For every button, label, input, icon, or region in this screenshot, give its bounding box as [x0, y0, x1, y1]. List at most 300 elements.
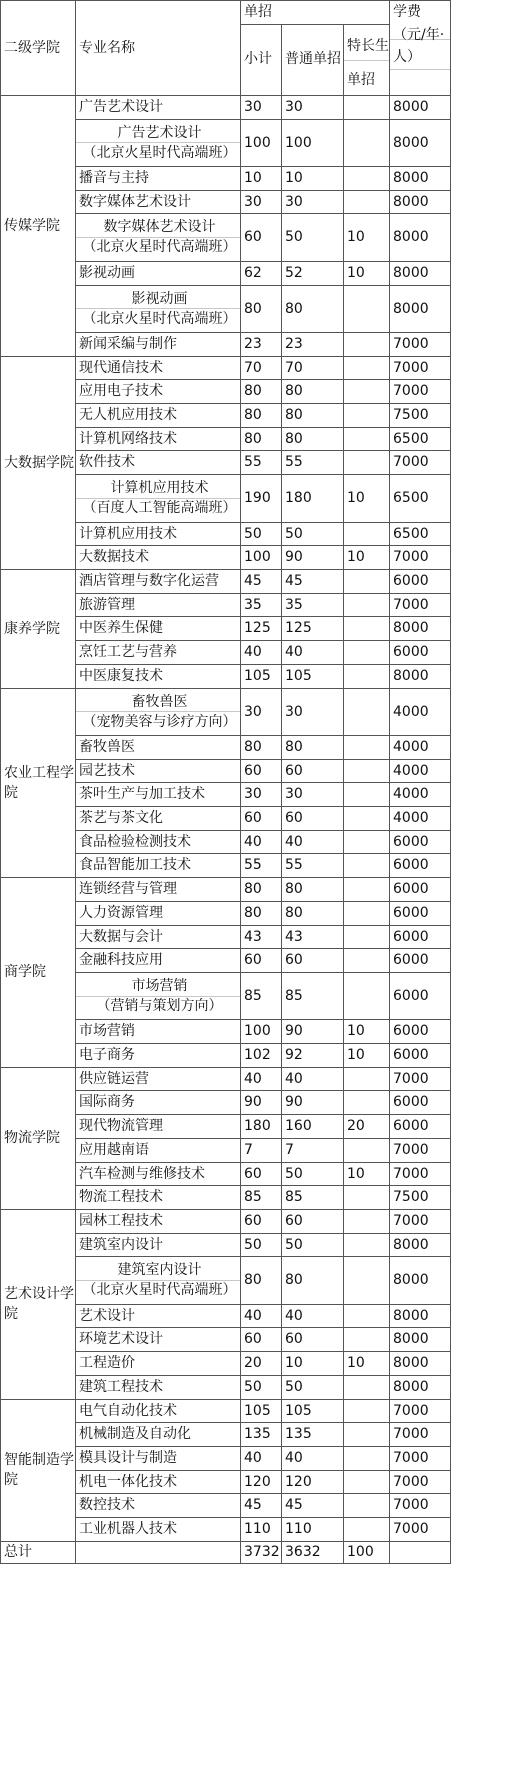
major-name-line: 广告艺术设计 [117, 124, 202, 141]
regular-cell: 45 [285, 1497, 303, 1513]
special-cell [347, 735, 389, 759]
fee-cell: 7000 [393, 1497, 429, 1513]
grid-line-horizontal [240, 24, 390, 25]
fee-cell: 6000 [393, 834, 429, 850]
grid-line-vertical [0, 0, 1, 1564]
college-name: 传媒学院 [4, 217, 60, 234]
subtotal-cell: 50 [244, 1237, 262, 1253]
header-fee-1: 学费 [393, 4, 421, 20]
header-group: 单招 [244, 4, 272, 20]
subtotal-cell: 55 [244, 857, 262, 873]
subtotal-cell: 85 [244, 987, 262, 1004]
grid-line-vertical [240, 0, 241, 1564]
subtotal-cell: 40 [244, 1450, 262, 1466]
major-name-line: 畜牧兽医 [131, 693, 188, 710]
subtotal-cell: 135 [244, 1426, 271, 1442]
fee-cell: 4000 [393, 810, 429, 826]
special-cell [347, 972, 389, 1019]
fee-cell: 7000 [393, 1213, 429, 1229]
subtotal-cell: 23 [244, 336, 262, 352]
major-name: 无人机应用技术 [79, 407, 177, 423]
major-name-line: （百度人工智能高端班） [82, 499, 237, 516]
regular-cell: 50 [285, 228, 303, 245]
fee-cell: 8000 [393, 1379, 429, 1395]
regular-cell: 135 [285, 1426, 312, 1442]
subtotal-cell: 60 [244, 763, 262, 779]
fee-cell: 7000 [393, 1426, 429, 1442]
special-cell [347, 1090, 389, 1114]
major-name: 连锁经营与管理 [79, 881, 177, 897]
subtotal-cell: 40 [244, 1308, 262, 1324]
subtotal-cell: 30 [244, 703, 262, 720]
fee-cell: 7000 [393, 454, 429, 470]
regular-cell: 60 [285, 1213, 303, 1229]
major-name: 计算机网络技术 [79, 431, 177, 447]
subtotal-cell: 10 [244, 170, 262, 186]
total-label: 总计 [4, 1544, 32, 1560]
major-name-line: （营销与策划方向） [96, 997, 223, 1014]
special-cell: 20 [347, 1118, 365, 1134]
grid-line-vertical [75, 0, 76, 1564]
subtotal-cell: 60 [244, 1213, 262, 1229]
fee-cell: 7000 [393, 1071, 429, 1087]
major-name-line: 市场营销 [131, 977, 188, 994]
fee-cell: 6000 [393, 1047, 429, 1063]
major-name: 园林工程技术 [79, 1213, 163, 1229]
fee-cell: 7000 [393, 597, 429, 613]
college-name: 智能制造学院 [4, 1452, 74, 1488]
header-college: 二级学院 [4, 39, 60, 56]
fee-cell: 8000 [393, 620, 429, 636]
special-cell: 10 [347, 1166, 365, 1182]
fee-cell: 8000 [393, 668, 429, 684]
subtotal-cell: 80 [244, 300, 262, 317]
major-name: 软件技术 [79, 454, 135, 470]
regular-cell: 85 [285, 1189, 303, 1205]
major-name: 应用电子技术 [79, 383, 163, 399]
fee-cell: 7000 [393, 1450, 429, 1466]
fee-cell: 8000 [393, 1237, 429, 1253]
special-cell [347, 1470, 389, 1494]
regular-cell: 10 [285, 170, 303, 186]
special-cell [347, 1375, 389, 1399]
grid-line-vertical [450, 0, 451, 1564]
fee-cell: 7000 [393, 549, 429, 565]
regular-cell: 7 [285, 1142, 294, 1158]
subtotal-cell: 105 [244, 668, 271, 684]
subtotal-cell: 70 [244, 360, 262, 376]
regular-cell: 30 [285, 703, 303, 720]
special-cell [347, 356, 389, 380]
fee-cell: 4000 [393, 703, 429, 720]
special-cell: 10 [347, 1047, 365, 1063]
major-name: 建筑工程技术 [79, 1379, 163, 1395]
fee-cell: 8000 [393, 1355, 429, 1371]
fee-cell: 7000 [393, 1142, 429, 1158]
special-cell [347, 759, 389, 783]
major-name-line: （宠物美容与诊疗方向） [82, 713, 237, 730]
special-cell [347, 1327, 389, 1351]
subtotal-cell: 20 [244, 1355, 262, 1371]
regular-cell: 50 [285, 1379, 303, 1395]
fee-cell: 8000 [393, 1331, 429, 1347]
special-cell [347, 119, 389, 166]
regular-cell: 30 [285, 194, 303, 210]
subtotal-cell: 80 [244, 431, 262, 447]
major-name: 食品智能加工技术 [79, 857, 191, 873]
regular-cell: 55 [285, 857, 303, 873]
special-cell [347, 925, 389, 949]
special-cell [347, 190, 389, 214]
subtotal-cell: 80 [244, 905, 262, 921]
major-name: 环境艺术设计 [79, 1331, 163, 1347]
special-cell [347, 166, 389, 190]
regular-cell: 110 [285, 1521, 312, 1537]
special-cell [347, 1138, 389, 1162]
regular-cell: 40 [285, 1450, 303, 1466]
special-cell [347, 1304, 389, 1328]
grid-line-horizontal [75, 711, 241, 712]
major-name: 烹饪工艺与营养 [79, 644, 177, 660]
special-cell [347, 427, 389, 451]
subtotal-cell: 60 [244, 1331, 262, 1347]
special-cell [347, 379, 389, 403]
regular-cell: 60 [285, 810, 303, 826]
regular-cell: 70 [285, 360, 303, 376]
major-name: 数字媒体艺术设计 [79, 194, 191, 210]
major-name: 模具设计与制造 [79, 1450, 177, 1466]
subtotal-cell: 120 [244, 1474, 271, 1490]
major-name: 旅游管理 [79, 597, 135, 613]
special-cell [347, 688, 389, 735]
subtotal-cell: 60 [244, 1166, 262, 1182]
fee-cell: 8000 [393, 1271, 429, 1288]
regular-cell: 100 [285, 134, 312, 151]
fee-cell: 8000 [393, 194, 429, 210]
special-cell [347, 1209, 389, 1233]
fee-cell: 6000 [393, 987, 429, 1004]
grid-line-vertical [281, 24, 282, 1564]
fee-cell: 6000 [393, 573, 429, 589]
fee-cell: 6000 [393, 1094, 429, 1110]
regular-cell: 80 [285, 739, 303, 755]
fee-cell: 8000 [393, 1308, 429, 1324]
subtotal-cell: 80 [244, 383, 262, 399]
subtotal-cell: 85 [244, 1189, 262, 1205]
regular-cell: 30 [285, 786, 303, 802]
fee-cell: 7000 [393, 360, 429, 376]
major-name: 计算机应用技术 [79, 526, 177, 542]
total-special: 100 [347, 1544, 374, 1560]
special-cell: 10 [347, 1355, 365, 1371]
special-cell [347, 1233, 389, 1257]
special-cell [347, 616, 389, 640]
subtotal-cell: 100 [244, 1023, 271, 1039]
subtotal-cell: 110 [244, 1521, 271, 1537]
subtotal-cell: 80 [244, 881, 262, 897]
major-name: 国际商务 [79, 1094, 135, 1110]
major-name: 供应链运营 [79, 1071, 149, 1087]
fee-cell: 8000 [393, 99, 429, 115]
fee-cell: 7000 [393, 1403, 429, 1419]
special-cell [347, 664, 389, 688]
header-regular: 普通单招 [285, 51, 341, 67]
grid-line-horizontal [0, 1563, 451, 1564]
regular-cell: 35 [285, 597, 303, 613]
major-name-line: （北京火星时代高端班） [82, 1281, 237, 1298]
special-cell [347, 450, 389, 474]
subtotal-cell: 60 [244, 952, 262, 968]
special-cell [347, 1493, 389, 1517]
grid-line-horizontal [343, 60, 390, 61]
subtotal-cell: 100 [244, 549, 271, 565]
major-name: 酒店管理与数字化运营 [79, 573, 219, 589]
fee-cell: 6000 [393, 905, 429, 921]
major-name: 金融科技应用 [79, 952, 163, 968]
fee-cell: 6000 [393, 952, 429, 968]
regular-cell: 52 [285, 265, 303, 281]
regular-cell: 45 [285, 573, 303, 589]
subtotal-cell: 125 [244, 620, 271, 636]
major-name: 数控技术 [79, 1497, 135, 1513]
regular-cell: 80 [285, 1271, 303, 1288]
major-name-line: 建筑室内设计 [117, 1261, 202, 1278]
college-name: 农业工程学院 [4, 765, 74, 801]
regular-cell: 60 [285, 1331, 303, 1347]
fee-cell: 6000 [393, 857, 429, 873]
special-cell: 10 [347, 228, 365, 245]
regular-cell: 92 [285, 1047, 303, 1063]
subtotal-cell: 45 [244, 1497, 262, 1513]
fee-cell: 6500 [393, 526, 429, 542]
major-name: 机械制造及自动化 [79, 1426, 191, 1442]
subtotal-cell: 102 [244, 1047, 271, 1063]
subtotal-cell: 43 [244, 929, 262, 945]
major-name: 大数据技术 [79, 549, 149, 565]
major-name-line: 数字媒体艺术设计 [103, 218, 216, 235]
fee-cell: 8000 [393, 300, 429, 317]
major-name: 应用越南语 [79, 1142, 149, 1158]
college-name: 康养学院 [4, 620, 60, 637]
subtotal-cell: 45 [244, 573, 262, 589]
subtotal-cell: 40 [244, 1071, 262, 1087]
special-cell [347, 1517, 389, 1541]
header-special-1: 特长生 [347, 38, 389, 54]
fee-cell: 7000 [393, 1521, 429, 1537]
regular-cell: 60 [285, 763, 303, 779]
subtotal-cell: 40 [244, 644, 262, 660]
special-cell [347, 403, 389, 427]
regular-cell: 55 [285, 454, 303, 470]
major-name: 影视动画 [79, 265, 135, 281]
fee-cell: 6500 [393, 489, 429, 506]
fee-cell: 4000 [393, 763, 429, 779]
regular-cell: 40 [285, 1071, 303, 1087]
regular-cell: 40 [285, 1308, 303, 1324]
college-name: 商学院 [4, 964, 46, 980]
subtotal-cell: 180 [244, 1118, 271, 1134]
major-name: 市场营销 [79, 1023, 135, 1039]
regular-cell: 85 [285, 987, 303, 1004]
special-cell [347, 1185, 389, 1209]
special-cell [347, 1256, 389, 1303]
special-cell [347, 1399, 389, 1423]
regular-cell: 50 [285, 526, 303, 542]
major-name-line: 计算机应用技术 [110, 479, 209, 496]
fee-cell: 6000 [393, 881, 429, 897]
total-regular: 3632 [285, 1544, 321, 1560]
special-cell [347, 830, 389, 854]
grid-line-horizontal [75, 237, 241, 238]
grid-line-horizontal [75, 142, 241, 143]
grid-line-horizontal [75, 996, 241, 997]
fee-cell: 7000 [393, 1166, 429, 1182]
total-subtotal: 3732 [244, 1544, 280, 1560]
major-name-line: （北京火星时代高端班） [82, 310, 237, 327]
regular-cell: 105 [285, 668, 312, 684]
grid-line-horizontal [389, 69, 451, 70]
special-cell [347, 522, 389, 546]
subtotal-cell: 60 [244, 228, 262, 245]
special-cell: 10 [347, 489, 365, 506]
regular-cell: 120 [285, 1474, 312, 1490]
regular-cell: 80 [285, 881, 303, 897]
major-name: 机电一体化技术 [79, 1474, 177, 1490]
subtotal-cell: 90 [244, 1094, 262, 1110]
major-name: 食品检验检测技术 [79, 834, 191, 850]
major-name: 广告艺术设计 [79, 99, 163, 115]
special-cell [347, 1446, 389, 1470]
major-name-line: （北京火星时代高端班） [82, 144, 237, 161]
special-cell [347, 332, 389, 356]
fee-cell: 6000 [393, 1118, 429, 1134]
fee-cell: 6000 [393, 644, 429, 660]
regular-cell: 23 [285, 336, 303, 352]
subtotal-cell: 30 [244, 786, 262, 802]
special-cell [347, 569, 389, 593]
special-cell [347, 948, 389, 972]
major-name: 播音与主持 [79, 170, 149, 186]
subtotal-cell: 35 [244, 597, 262, 613]
college-name: 物流学院 [4, 1130, 60, 1146]
regular-cell: 105 [285, 1403, 312, 1419]
regular-cell: 90 [285, 1094, 303, 1110]
regular-cell: 80 [285, 431, 303, 447]
fee-cell: 6500 [393, 431, 429, 447]
regular-cell: 50 [285, 1237, 303, 1253]
fee-cell: 7000 [393, 383, 429, 399]
regular-cell: 50 [285, 1166, 303, 1182]
fee-cell: 8000 [393, 134, 429, 151]
special-cell: 10 [347, 1023, 365, 1039]
subtotal-cell: 190 [244, 489, 271, 506]
college-name: 艺术设计学院 [4, 1286, 74, 1322]
subtotal-cell: 30 [244, 194, 262, 210]
subtotal-cell: 80 [244, 407, 262, 423]
regular-cell: 30 [285, 99, 303, 115]
major-name: 新闻采编与制作 [79, 336, 177, 352]
regular-cell: 160 [285, 1118, 312, 1134]
special-cell [347, 877, 389, 901]
major-name: 电气自动化技术 [79, 1403, 177, 1419]
grid-line-horizontal [75, 1280, 241, 1281]
special-cell [347, 593, 389, 617]
fee-cell: 8000 [393, 228, 429, 245]
major-name: 建筑室内设计 [79, 1237, 163, 1253]
special-cell [347, 1422, 389, 1446]
regular-cell: 90 [285, 1023, 303, 1039]
fee-cell: 7000 [393, 336, 429, 352]
fee-cell: 8000 [393, 265, 429, 281]
major-name: 畜牧兽医 [79, 739, 135, 755]
regular-cell: 180 [285, 489, 312, 506]
regular-cell: 80 [285, 383, 303, 399]
fee-cell: 4000 [393, 786, 429, 802]
fee-cell: 6000 [393, 1023, 429, 1039]
major-name-line: 影视动画 [131, 290, 188, 307]
fee-cell: 7500 [393, 1189, 429, 1205]
major-name: 工程造价 [79, 1355, 135, 1371]
grid-line-horizontal [75, 498, 241, 499]
total-fee [393, 1541, 450, 1563]
subtotal-cell: 62 [244, 265, 262, 281]
regular-cell: 125 [285, 620, 312, 636]
major-name: 园艺技术 [79, 763, 135, 779]
header-special-2: 单招 [347, 72, 375, 88]
header-fee-2: （元/年· [393, 27, 445, 43]
fee-cell: 7000 [393, 1474, 429, 1490]
major-name: 现代通信技术 [79, 360, 163, 376]
special-cell [347, 285, 389, 332]
subtotal-cell: 40 [244, 834, 262, 850]
regular-cell: 60 [285, 952, 303, 968]
special-cell [347, 853, 389, 877]
subtotal-cell: 105 [244, 1403, 271, 1419]
header-subtotal: 小计 [244, 51, 272, 67]
grid-line-vertical [389, 0, 390, 1564]
special-cell: 10 [347, 265, 365, 281]
regular-cell: 40 [285, 644, 303, 660]
regular-cell: 80 [285, 300, 303, 317]
major-name: 人力资源管理 [79, 905, 163, 921]
subtotal-cell: 80 [244, 1271, 262, 1288]
subtotal-cell: 50 [244, 526, 262, 542]
special-cell [347, 782, 389, 806]
special-cell [347, 640, 389, 664]
subtotal-cell: 100 [244, 134, 271, 151]
major-name: 中医养生保健 [79, 620, 163, 636]
subtotal-cell: 50 [244, 1379, 262, 1395]
major-name: 大数据与会计 [79, 929, 163, 945]
fee-cell: 7500 [393, 407, 429, 423]
college-name: 大数据学院 [4, 454, 74, 471]
major-name: 工业机器人技术 [79, 1521, 177, 1537]
regular-cell: 90 [285, 549, 303, 565]
regular-cell: 80 [285, 407, 303, 423]
major-name: 艺术设计 [79, 1308, 135, 1324]
major-name: 电子商务 [79, 1047, 135, 1063]
major-name: 中医康复技术 [79, 668, 163, 684]
special-cell: 10 [347, 549, 365, 565]
major-name: 物流工程技术 [79, 1189, 163, 1205]
header-fee-3: 人） [393, 49, 421, 65]
major-name: 茶叶生产与加工技术 [79, 786, 205, 802]
subtotal-cell: 55 [244, 454, 262, 470]
special-cell [347, 95, 389, 119]
fee-cell: 8000 [393, 170, 429, 186]
special-cell [347, 1067, 389, 1091]
regular-cell: 43 [285, 929, 303, 945]
